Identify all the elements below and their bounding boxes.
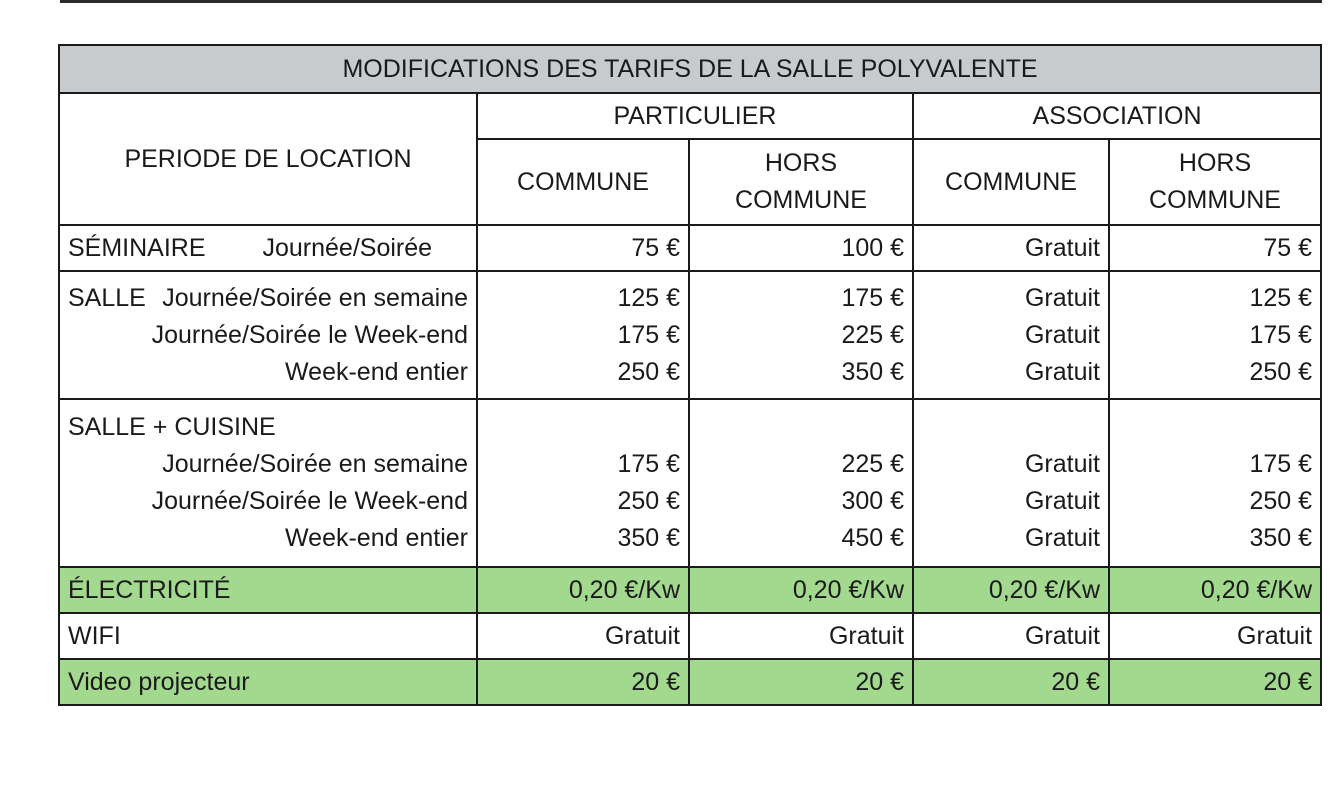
commune-label: COMMUNE	[1149, 186, 1281, 214]
commune-label: COMMUNE	[735, 186, 867, 214]
salle-cuisine-part-commune-2: 250 €	[617, 487, 680, 515]
salle-cuisine-part-hors-1: 225 €	[841, 450, 904, 478]
assoc-commune-header: COMMUNE	[913, 139, 1109, 225]
period-header: PERIODE DE LOCATION	[59, 93, 477, 225]
hors-label: HORS	[764, 149, 838, 177]
salle-part-commune-1: 125 €	[617, 283, 680, 312]
electricite-label: ÉLECTRICITÉ	[59, 567, 477, 613]
header-row-1	[59, 93, 1321, 139]
particulier-header: PARTICULIER	[477, 93, 913, 139]
salle-assoc-commune-2: Gratuit	[1024, 320, 1100, 349]
salle-cuisine-label: SALLE + CUISINE	[68, 413, 276, 441]
salle-cuisine-assoc-hors-1: 175 €	[1249, 450, 1313, 478]
salle-assoc-hors-1: 125 €	[1249, 283, 1313, 312]
salle-row	[59, 271, 1321, 399]
seminaire-part-hors: 100 €	[689, 225, 913, 271]
electricite-part-hors: 0,20 €/Kw	[689, 567, 913, 613]
salle-cuisine-assoc-hors-2: 250 €	[1249, 487, 1313, 515]
wifi-assoc-commune: Gratuit	[913, 613, 1109, 659]
table-title: MODIFICATIONS DES TARIFS DE LA SALLE POLYVALENTE	[59, 45, 1321, 93]
electricite-assoc-commune: 0,20 €/Kw	[913, 567, 1109, 613]
seminaire-assoc-commune: Gratuit	[913, 225, 1109, 271]
video-part-hors: 20 €	[689, 659, 913, 705]
salle-cuisine-row	[59, 399, 1321, 567]
salle-cuisine-assoc-hors	[1109, 399, 1321, 567]
seminaire-label: SÉMINAIRE	[68, 233, 206, 262]
salle-cuisine-assoc-commune	[913, 399, 1109, 567]
salle-assoc-hors-3: 250 €	[1249, 357, 1313, 386]
salle-period-2: Journée/Soirée le Week-end	[151, 320, 468, 349]
salle-part-hors	[689, 271, 913, 399]
salle-cuisine-assoc-hors-3: 350 €	[1249, 524, 1313, 552]
salle-assoc-hors-2: 175 €	[1249, 320, 1313, 349]
assoc-hors-commune-header	[1109, 139, 1321, 225]
salle-cuisine-period-3: Week-end entier	[285, 524, 468, 552]
salle-part-hors-3: 350 €	[841, 357, 904, 386]
wifi-part-hors: Gratuit	[689, 613, 913, 659]
salle-cuisine-period-1: Journée/Soirée en semaine	[162, 450, 468, 478]
salle-cuisine-assoc-commune-1: Gratuit	[1024, 450, 1100, 478]
salle-cell	[59, 271, 477, 399]
salle-part-hors-1: 175 €	[841, 283, 904, 312]
salle-assoc-commune-1: Gratuit	[1024, 283, 1100, 312]
top-rule	[60, 0, 1322, 3]
part-hors-commune-header	[689, 139, 913, 225]
electricite-assoc-hors: 0,20 €/Kw	[1109, 567, 1321, 613]
part-commune-header: COMMUNE	[477, 139, 689, 225]
seminaire-row	[59, 225, 1321, 271]
salle-assoc-commune	[913, 271, 1109, 399]
salle-part-commune-2: 175 €	[617, 320, 680, 349]
salle-part-commune	[477, 271, 689, 399]
video-part-commune: 20 €	[477, 659, 689, 705]
wifi-part-commune: Gratuit	[477, 613, 689, 659]
salle-assoc-hors	[1109, 271, 1321, 399]
salle-cuisine-cell	[59, 399, 477, 567]
electricite-part-commune: 0,20 €/Kw	[477, 567, 689, 613]
salle-part-commune-3: 250 €	[617, 357, 680, 386]
video-row	[59, 659, 1321, 705]
salle-label: SALLE	[68, 283, 146, 312]
salle-cuisine-part-hors	[689, 399, 913, 567]
salle-cuisine-part-hors-3: 450 €	[841, 524, 904, 552]
salle-cuisine-part-commune	[477, 399, 689, 567]
wifi-label: WIFI	[59, 613, 477, 659]
salle-part-hors-2: 225 €	[841, 320, 904, 349]
salle-period-1: Journée/Soirée en semaine	[162, 283, 468, 312]
salle-assoc-commune-3: Gratuit	[1024, 357, 1100, 386]
video-assoc-commune: 20 €	[913, 659, 1109, 705]
salle-cuisine-part-hors-2: 300 €	[841, 487, 904, 515]
video-label: Video projecteur	[59, 659, 477, 705]
wifi-assoc-hors: Gratuit	[1109, 613, 1321, 659]
association-header: ASSOCIATION	[913, 93, 1321, 139]
salle-cuisine-part-commune-3: 350 €	[617, 524, 680, 552]
title-row	[59, 45, 1321, 93]
salle-cuisine-period-2: Journée/Soirée le Week-end	[151, 487, 468, 515]
salle-cuisine-part-commune-1: 175 €	[617, 450, 680, 478]
salle-line-1	[68, 280, 468, 317]
wifi-row	[59, 613, 1321, 659]
seminaire-period: Journée/Soirée	[262, 233, 433, 262]
video-assoc-hors: 20 €	[1109, 659, 1321, 705]
seminaire-cell	[59, 225, 477, 271]
electricite-row	[59, 567, 1321, 613]
salle-period-3: Week-end entier	[285, 357, 468, 386]
seminaire-part-commune: 75 €	[477, 225, 689, 271]
salle-cuisine-assoc-commune-2: Gratuit	[1024, 487, 1100, 515]
seminaire-assoc-hors: 75 €	[1109, 225, 1321, 271]
salle-cuisine-assoc-commune-3: Gratuit	[1024, 524, 1100, 552]
tarifs-table	[58, 44, 1322, 706]
hors-label: HORS	[1178, 149, 1252, 177]
